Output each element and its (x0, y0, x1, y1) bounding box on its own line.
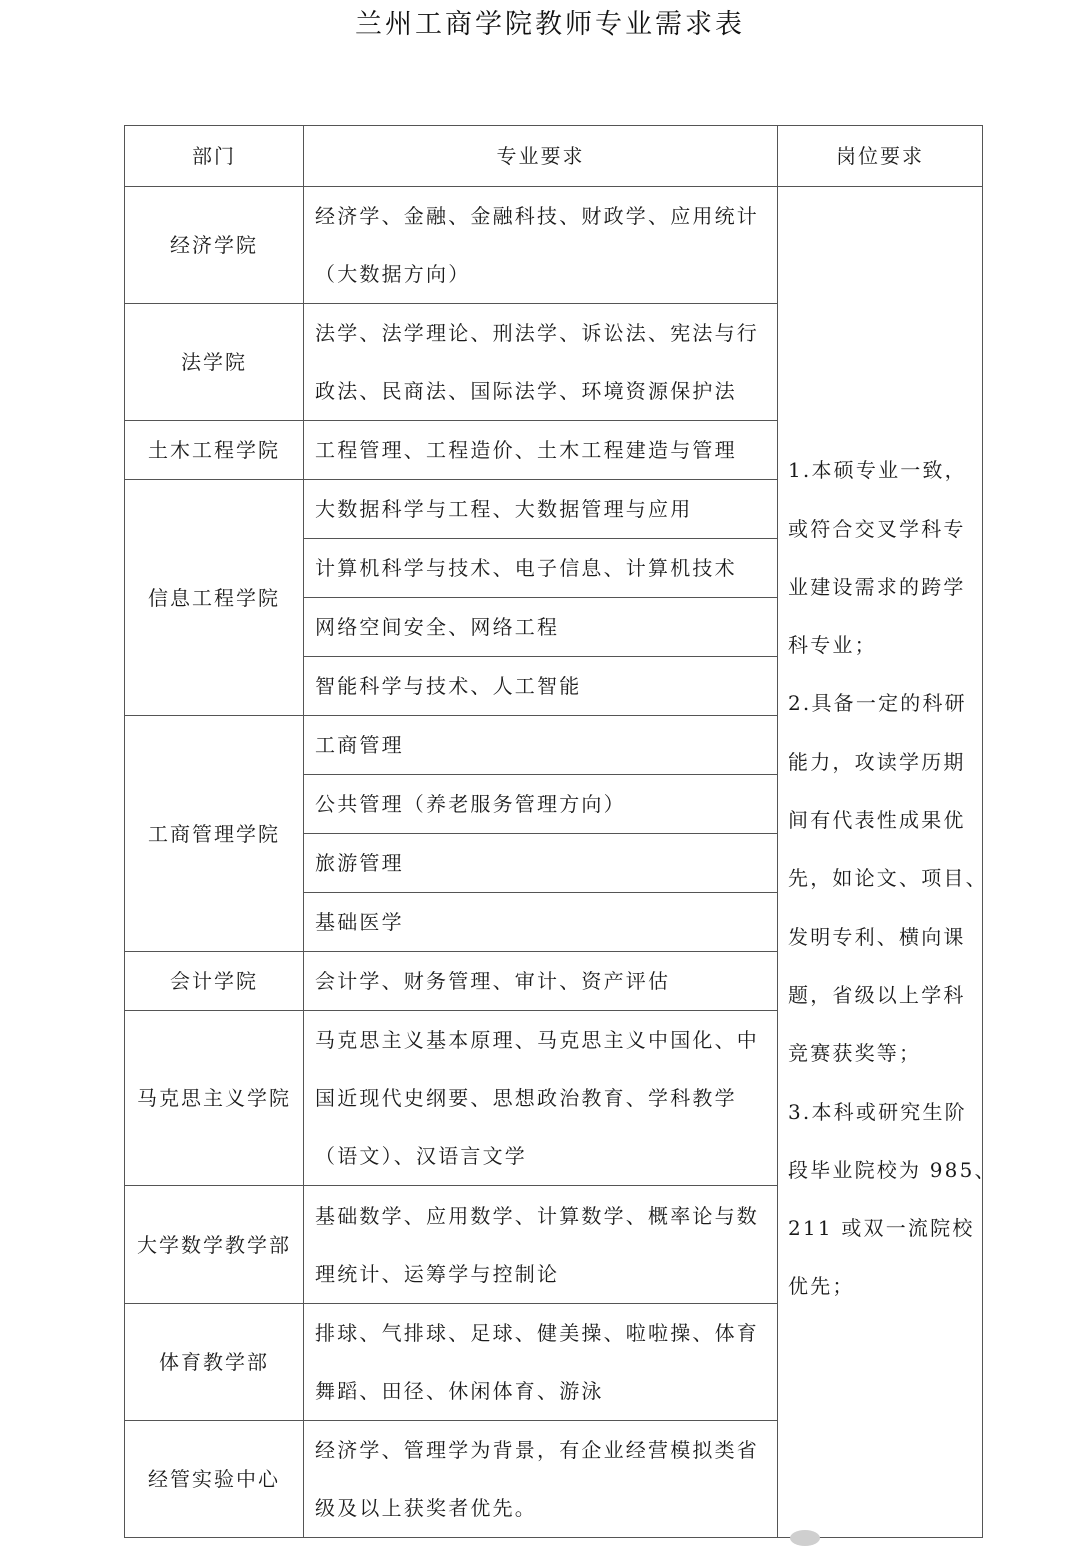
department-cell: 马克思主义学院 (125, 1011, 304, 1186)
majors-cell: 旅游管理 (304, 834, 778, 893)
department-cell: 会计学院 (125, 952, 304, 1011)
requirement-line: 优先； (788, 1274, 855, 1299)
majors-cell: 会计学、财务管理、审计、资产评估 (304, 952, 778, 1011)
department-cell: 经济学院 (125, 187, 304, 304)
requirement-line: 间有代表性成果优 (788, 808, 966, 833)
header-department: 部门 (125, 126, 304, 187)
requirement-line: 发明专利、横向课 (788, 924, 966, 949)
majors-cell: 基础医学 (304, 893, 778, 952)
majors-cell: 计算机科学与技术、电子信息、计算机技术 (304, 539, 778, 598)
requirement-line: 业建设需求的跨学 (788, 574, 966, 599)
majors-cell: 排球、气排球、足球、健美操、啦啦操、体育舞蹈、田径、休闲体育、游泳 (304, 1304, 778, 1421)
requirement-line: 211 或双一流院校 (788, 1216, 975, 1241)
majors-cell: 大数据科学与工程、大数据管理与应用 (304, 480, 778, 539)
watermark-logo-icon (790, 1530, 820, 1546)
header-position: 岗位要求 (778, 126, 983, 187)
majors-cell: 智能科学与技术、人工智能 (304, 657, 778, 716)
majors-cell: 经济学、管理学为背景，有企业经营模拟类省级及以上获奖者优先。 (304, 1421, 778, 1538)
table-row (125, 187, 983, 304)
department-cell: 经管实验中心 (125, 1421, 304, 1538)
department-cell: 土木工程学院 (125, 421, 304, 480)
department-cell: 工商管理学院 (125, 716, 304, 952)
majors-cell: 工商管理 (304, 716, 778, 775)
requirement-line: 题，省级以上学科 (788, 982, 966, 1007)
requirement-line: 段毕业院校为 985、 (788, 1157, 997, 1182)
position-requirements-cell (778, 187, 997, 1538)
requirement-line: 科专业； (788, 633, 877, 658)
document-title: 兰州工商学院教师专业需求表 (355, 9, 745, 40)
requirement-line: 先，如论文、项目、 (788, 866, 988, 891)
header-majors: 专业要求 (304, 126, 778, 187)
requirement-line: 竞赛获奖等； (788, 1041, 922, 1066)
department-cell: 体育教学部 (125, 1304, 304, 1421)
requirements-table (124, 125, 997, 1538)
requirement-line: 2.具备一定的科研 (788, 691, 967, 716)
majors-cell: 工程管理、工程造价、土木工程建造与管理 (304, 421, 778, 480)
department-cell: 大学数学教学部 (125, 1186, 304, 1304)
requirement-line: 或符合交叉学科专 (788, 516, 966, 541)
requirement-line: 能力，攻读学历期 (788, 749, 966, 774)
majors-cell: 法学、法学理论、刑法学、诉讼法、宪法与行政法、民商法、国际法学、环境资源保护法 (304, 304, 778, 421)
requirement-line: 3.本科或研究生阶 (788, 1099, 967, 1124)
department-cell: 信息工程学院 (125, 480, 304, 716)
majors-cell: 马克思主义基本原理、马克思主义中国化、中国近现代史纲要、思想政治教育、学科教学（语文）、汉语言文学 (304, 1011, 778, 1186)
majors-cell: 公共管理（养老服务管理方向） (304, 775, 778, 834)
majors-cell: 基础数学、应用数学、计算数学、概率论与数理统计、运筹学与控制论 (304, 1186, 778, 1304)
majors-cell: 经济学、金融、金融科技、财政学、应用统计（大数据方向） (304, 187, 778, 304)
majors-cell: 网络空间安全、网络工程 (304, 598, 778, 657)
requirement-line: 1.本硕专业一致， (788, 458, 967, 483)
table-header-row (125, 126, 983, 187)
department-cell: 法学院 (125, 304, 304, 421)
